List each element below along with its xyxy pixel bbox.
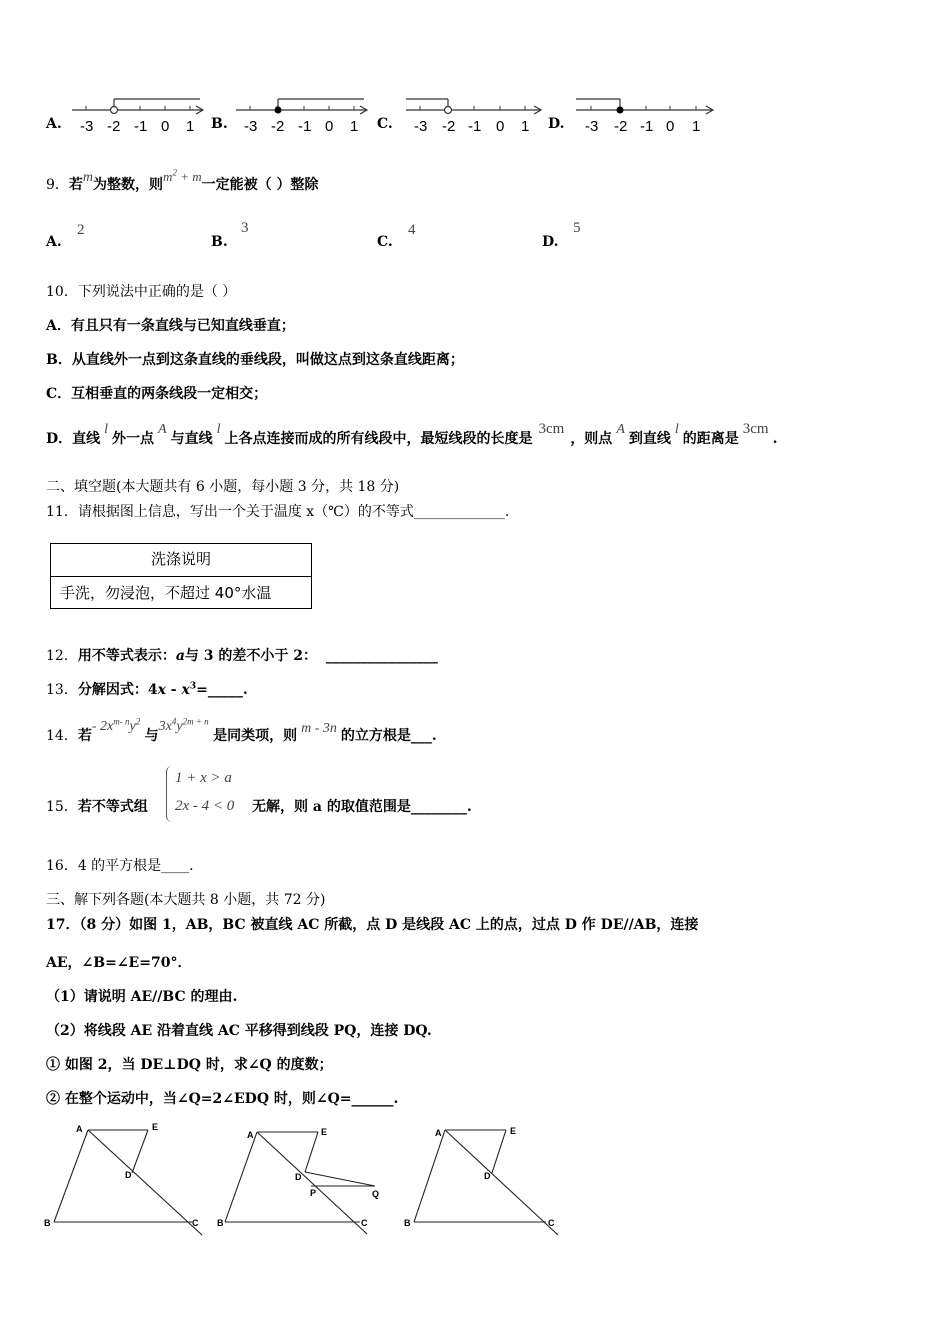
math-term-1: - $2x^{m- n}y^2$ [91, 716, 141, 734]
point-label: A [76, 1124, 83, 1134]
tick-label: -3 [414, 118, 428, 135]
option-label: B. [211, 234, 228, 250]
q10-stem: 10．下列说法中正确的是（ ） [46, 284, 237, 300]
tick-label: 1 [350, 118, 359, 135]
point-label: A [247, 1130, 254, 1140]
tick-label: -2 [442, 118, 456, 135]
number-line-c [400, 95, 548, 137]
closed-point [617, 107, 624, 114]
option-label-d: D. [548, 116, 565, 132]
tick-label: -1 [298, 118, 312, 135]
option-label-b: B. [211, 116, 228, 132]
figure-3 [400, 1118, 570, 1240]
tick-label: -3 [80, 118, 94, 135]
tick-label: 1 [186, 118, 195, 135]
question-9 [46, 167, 319, 194]
number-line-a [66, 95, 211, 137]
figure-1 [40, 1118, 210, 1240]
math-expression: $m^2 + m$ [163, 167, 202, 184]
question-13: 13．分解因式：$4x - x^3=\_\_\_\_\_$. [46, 681, 248, 698]
q9-text: 若 [68, 177, 83, 193]
point-label: Q [372, 1189, 380, 1199]
q17-line-1: 17．（8 分）如图 1，AB，BC 被直线 AC 所截，点 D 是线段 AC 上的点，过点 D 作 DE//AB，连接 [46, 917, 699, 933]
option-label: A. [46, 234, 62, 250]
tick-label: -2 [271, 118, 285, 135]
math-term-3: m - 3n [301, 721, 337, 736]
option-value: 3 [241, 220, 249, 236]
option-label-a: A. [46, 116, 62, 132]
point-label: B [44, 1218, 51, 1228]
point-label: C [192, 1218, 199, 1228]
point-label: E [510, 1126, 517, 1136]
point-label: D [125, 1170, 132, 1180]
number-line-b [230, 95, 375, 137]
figure-2 [215, 1118, 395, 1240]
point-label: P [310, 1188, 317, 1198]
question-number: 9． [46, 177, 69, 193]
tick-label: -2 [614, 118, 628, 135]
inequality-line-2: 2x - 4 < 0 [175, 798, 235, 814]
closed-point [275, 107, 282, 114]
open-point [445, 107, 452, 114]
question-12: 12．用不等式表示：a与 3 的差不小于 2： ________________ [46, 648, 438, 664]
option-value: 4 [408, 222, 416, 238]
wash-label-content: 手洗，勿浸泡，不超过 40°水温 [60, 584, 272, 602]
inequality-line-1: 1 + x > a [175, 770, 232, 786]
tick-label: -3 [585, 118, 599, 135]
point-label: D [484, 1171, 491, 1181]
q10-option-d: D．直线l外一点A与直线l上各点连接而成的所有线段中，最短线段的长度是3cm，则点A到直线l的距离是3cm. [46, 421, 778, 447]
section-2-heading: 二、填空题(本大题共有 6 小题，每小题 3 分，共 18 分) [46, 479, 400, 495]
tick-label: 0 [161, 118, 170, 135]
tick-label: 0 [325, 118, 334, 135]
q9-text: 为整数，则 [93, 177, 164, 193]
q10-option-a: A．有且只有一条直线与已知直线垂直； [46, 318, 295, 334]
wash-label-title: 洗涤说明 [51, 544, 311, 577]
question-15: 15．若不等式组 [46, 799, 148, 815]
tick-label: -1 [134, 118, 148, 135]
point-label: B [217, 1218, 224, 1228]
q17-sub-4: ② 在整个运动中，当∠Q=2∠EDQ 时，则∠Q=______. [46, 1091, 399, 1107]
q9-text: 一定能被（ ）整除 [201, 177, 319, 193]
option-value: 2 [77, 222, 85, 238]
tick-label: 0 [666, 118, 675, 135]
tick-label: -3 [244, 118, 258, 135]
q15-tail: 无解，则 a 的取值范围是________. [252, 799, 472, 815]
point-label: C [361, 1218, 368, 1228]
tick-label: -1 [640, 118, 654, 135]
q10-option-b: B．从直线外一点到这条直线的垂线段，叫做这点到这条直线距离； [46, 352, 464, 368]
q17-sub-3: ① 如图 2，当 DE⊥DQ 时，求∠Q 的度数； [46, 1057, 333, 1073]
q11-text: 11．请根据图上信息，写出一个关于温度 x（℃）的不等式_____________. [46, 504, 510, 520]
math-var: m [82, 170, 94, 185]
open-point [111, 107, 118, 114]
tick-label: 0 [496, 118, 505, 135]
q17-sub-2: （2）将线段 AE 沿着直线 AC 平移得到线段 PQ，连接 DQ. [46, 1023, 432, 1039]
option-label: D. [542, 234, 559, 250]
q10-option-c: C．互相垂直的两条线段一定相交； [46, 386, 268, 402]
point-label: C [548, 1218, 555, 1228]
wash-label-box [50, 543, 312, 609]
tick-label: 1 [692, 118, 701, 135]
brace-symbol [166, 766, 173, 822]
tick-label: 1 [521, 118, 530, 135]
point-label: A [435, 1128, 442, 1138]
point-label: E [321, 1127, 328, 1137]
point-label: D [295, 1172, 302, 1182]
q17-line-2: AE，∠B=∠E=70°． [46, 955, 192, 971]
point-label: B [404, 1218, 411, 1228]
option-label-c: C. [377, 116, 393, 132]
tick-label: -1 [468, 118, 482, 135]
number-line-d [570, 95, 720, 137]
option-label: C. [377, 234, 393, 250]
point-label: E [152, 1122, 159, 1132]
math-term-2: $3x^4y^{2m + n}$ [158, 716, 209, 734]
question-14: 14．若- $2x^{m- n}y^2$ 与$3x^4y^{2m + n}$ 是同类项，则 m - 3n 的立方根是___. [46, 716, 437, 744]
section-3-heading: 三、解下列各题(本大题共 8 小题，共 72 分) [46, 892, 326, 908]
question-16: 16．4 的平方根是____. [46, 858, 194, 874]
q17-sub-1: （1）请说明 AE//BC 的理由. [46, 989, 238, 1005]
tick-label: -2 [107, 118, 121, 135]
option-value: 5 [573, 220, 581, 236]
